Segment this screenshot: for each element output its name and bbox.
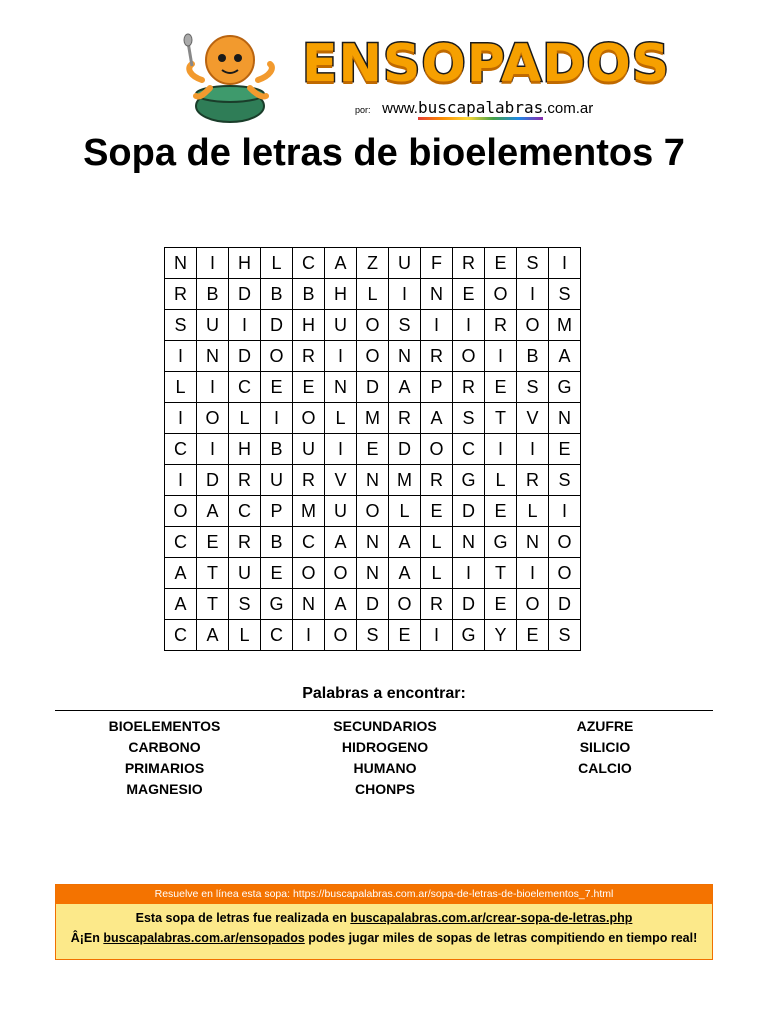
grid-cell: H bbox=[229, 248, 261, 279]
word-item: AZUFRE bbox=[576, 718, 634, 734]
grid-cell: E bbox=[485, 589, 517, 620]
grid-cell: P bbox=[261, 496, 293, 527]
grid-cell: C bbox=[261, 620, 293, 651]
grid-cell: O bbox=[293, 403, 325, 434]
footer-online-link[interactable]: Resuelve en línea esta sopa: https://buscapalabras.com.ar/sopa-de-letras-de-bioelementos_7.html bbox=[56, 885, 712, 904]
grid-cell: N bbox=[517, 527, 549, 558]
grid-cell: E bbox=[485, 496, 517, 527]
grid-cell: T bbox=[197, 589, 229, 620]
octopus-mascot-icon bbox=[180, 28, 280, 124]
grid-cell: E bbox=[453, 279, 485, 310]
grid-cell: I bbox=[517, 558, 549, 589]
grid-cell: O bbox=[517, 310, 549, 341]
grid-cell: O bbox=[389, 589, 421, 620]
grid-cell: T bbox=[485, 558, 517, 589]
grid-cell: C bbox=[165, 527, 197, 558]
grid-cell: E bbox=[485, 372, 517, 403]
grid-cell: I bbox=[229, 310, 261, 341]
grid-cell: C bbox=[165, 434, 197, 465]
grid-cell: L bbox=[389, 496, 421, 527]
grid-cell: A bbox=[197, 496, 229, 527]
grid-cell: L bbox=[165, 372, 197, 403]
grid-cell: O bbox=[165, 496, 197, 527]
grid-cell: I bbox=[549, 496, 581, 527]
grid-cell: A bbox=[389, 558, 421, 589]
grid-cell: R bbox=[485, 310, 517, 341]
grid-cell: L bbox=[357, 279, 389, 310]
grid-cell: L bbox=[325, 403, 357, 434]
grid-cell: I bbox=[325, 434, 357, 465]
grid-row bbox=[165, 527, 581, 558]
grid-cell: R bbox=[453, 372, 485, 403]
grid-row bbox=[165, 496, 581, 527]
grid-cell: R bbox=[517, 465, 549, 496]
grid-cell: R bbox=[421, 465, 453, 496]
grid-cell: I bbox=[261, 403, 293, 434]
grid-row bbox=[165, 403, 581, 434]
grid-cell: N bbox=[421, 279, 453, 310]
word-item: MAGNESIO bbox=[126, 781, 203, 797]
grid-cell: D bbox=[229, 279, 261, 310]
grid-cell: E bbox=[293, 372, 325, 403]
grid-cell: O bbox=[517, 589, 549, 620]
grid-cell: A bbox=[389, 527, 421, 558]
grid-cell: L bbox=[261, 248, 293, 279]
grid-cell: I bbox=[197, 248, 229, 279]
word-column bbox=[275, 716, 495, 800]
grid-cell: I bbox=[453, 310, 485, 341]
grid-cell: N bbox=[197, 341, 229, 372]
grid-row bbox=[165, 310, 581, 341]
grid-cell: S bbox=[549, 279, 581, 310]
grid-cell: I bbox=[421, 620, 453, 651]
grid-cell: I bbox=[165, 465, 197, 496]
grid-cell: A bbox=[325, 527, 357, 558]
grid-cell: D bbox=[357, 589, 389, 620]
grid-cell: U bbox=[293, 434, 325, 465]
grid-cell: O bbox=[197, 403, 229, 434]
grid-cell: S bbox=[549, 620, 581, 651]
grid-cell: G bbox=[453, 620, 485, 651]
grid-cell: L bbox=[485, 465, 517, 496]
footer-line-1 bbox=[56, 908, 712, 928]
grid-cell: L bbox=[229, 403, 261, 434]
grid-cell: C bbox=[293, 527, 325, 558]
grid-cell: M bbox=[389, 465, 421, 496]
grid-cell: I bbox=[517, 434, 549, 465]
grid-cell: I bbox=[453, 558, 485, 589]
grid-cell: L bbox=[229, 620, 261, 651]
grid-cell: I bbox=[165, 341, 197, 372]
grid-cell: U bbox=[389, 248, 421, 279]
grid-row bbox=[165, 465, 581, 496]
grid-row bbox=[165, 248, 581, 279]
footer-create-link[interactable]: buscapalabras.com.ar/crear-sopa-de-letras.php bbox=[350, 911, 633, 925]
grid-cell: D bbox=[389, 434, 421, 465]
grid-cell: D bbox=[549, 589, 581, 620]
word-item: PRIMARIOS bbox=[124, 760, 205, 776]
grid-cell: B bbox=[517, 341, 549, 372]
word-item: CARBONO bbox=[128, 739, 201, 755]
grid-cell: Z bbox=[357, 248, 389, 279]
grid-cell: F bbox=[421, 248, 453, 279]
grid-cell: D bbox=[357, 372, 389, 403]
grid-cell: N bbox=[357, 558, 389, 589]
grid-cell: U bbox=[325, 310, 357, 341]
grid-cell: E bbox=[549, 434, 581, 465]
byline-suffix: .com.ar bbox=[543, 100, 594, 117]
grid-cell: A bbox=[197, 620, 229, 651]
grid-cell: R bbox=[165, 279, 197, 310]
grid-row bbox=[165, 589, 581, 620]
grid-cell: C bbox=[229, 372, 261, 403]
grid-cell: M bbox=[293, 496, 325, 527]
grid-cell: G bbox=[549, 372, 581, 403]
grid-cell: O bbox=[325, 620, 357, 651]
grid-cell: E bbox=[421, 496, 453, 527]
words-heading: Palabras a encontrar: bbox=[302, 685, 466, 702]
grid-cell: U bbox=[261, 465, 293, 496]
grid-cell: I bbox=[549, 248, 581, 279]
grid-cell: I bbox=[197, 372, 229, 403]
grid-cell: S bbox=[517, 372, 549, 403]
grid-cell: H bbox=[293, 310, 325, 341]
grid-cell: D bbox=[453, 589, 485, 620]
grid-cell: G bbox=[485, 527, 517, 558]
grid-cell: I bbox=[165, 403, 197, 434]
byline-site[interactable] bbox=[382, 100, 593, 117]
grid-cell: B bbox=[293, 279, 325, 310]
grid-cell: D bbox=[197, 465, 229, 496]
grid-cell: R bbox=[293, 465, 325, 496]
word-item: CALCIO bbox=[578, 760, 632, 776]
grid-cell: L bbox=[421, 527, 453, 558]
grid-cell: E bbox=[261, 558, 293, 589]
grid-cell: I bbox=[389, 279, 421, 310]
grid-cell: O bbox=[357, 496, 389, 527]
grid-cell: R bbox=[421, 589, 453, 620]
grid-cell: O bbox=[357, 310, 389, 341]
footer-line-2-post: podes jugar miles de sopas de letras compitiendo en tiempo real! bbox=[304, 931, 698, 945]
grid-row bbox=[165, 620, 581, 651]
grid-row bbox=[165, 434, 581, 465]
grid-cell: E bbox=[485, 248, 517, 279]
grid-cell: V bbox=[517, 403, 549, 434]
grid-cell: B bbox=[261, 279, 293, 310]
grid-row bbox=[165, 558, 581, 589]
grid-cell: A bbox=[389, 372, 421, 403]
byline-mid: buscapalabras bbox=[417, 98, 544, 117]
byline-por: por: bbox=[355, 105, 371, 115]
grid-cell: I bbox=[485, 434, 517, 465]
grid-cell: D bbox=[261, 310, 293, 341]
byline bbox=[355, 98, 593, 117]
grid-cell: C bbox=[453, 434, 485, 465]
grid-cell: G bbox=[453, 465, 485, 496]
grid-cell: S bbox=[517, 248, 549, 279]
footer-line-2 bbox=[56, 928, 712, 948]
grid-row bbox=[165, 372, 581, 403]
grid-cell: M bbox=[357, 403, 389, 434]
grid-cell: P bbox=[421, 372, 453, 403]
grid-cell: S bbox=[453, 403, 485, 434]
grid-cell: T bbox=[485, 403, 517, 434]
byline-prefix: www. bbox=[382, 100, 418, 117]
grid-cell: A bbox=[421, 403, 453, 434]
grid-cell: N bbox=[357, 527, 389, 558]
grid-cell: A bbox=[165, 558, 197, 589]
page-title-text: Sopa de letras de bioelementos 7 bbox=[83, 132, 685, 174]
grid-cell: I bbox=[293, 620, 325, 651]
word-column bbox=[495, 716, 715, 800]
grid-cell: N bbox=[325, 372, 357, 403]
grid-cell: A bbox=[325, 248, 357, 279]
grid-cell: A bbox=[325, 589, 357, 620]
grid-cell: O bbox=[325, 558, 357, 589]
grid-cell: R bbox=[421, 341, 453, 372]
grid-cell: I bbox=[325, 341, 357, 372]
grid-cell: O bbox=[421, 434, 453, 465]
grid-cell: O bbox=[261, 341, 293, 372]
grid-cell: N bbox=[357, 465, 389, 496]
word-item: SECUNDARIOS bbox=[333, 718, 437, 734]
grid-cell: O bbox=[549, 558, 581, 589]
footer-ensopados-link[interactable]: buscapalabras.com.ar/ensopados bbox=[103, 931, 305, 945]
word-item: SILICIO bbox=[579, 739, 631, 755]
grid-cell: S bbox=[389, 310, 421, 341]
grid-cell: D bbox=[229, 341, 261, 372]
grid-cell: S bbox=[165, 310, 197, 341]
grid-cell: B bbox=[261, 434, 293, 465]
grid-cell: E bbox=[197, 527, 229, 558]
word-item: HIDROGENO bbox=[341, 739, 429, 755]
grid-row bbox=[165, 279, 581, 310]
grid-cell: U bbox=[229, 558, 261, 589]
footer-line-2-pre: Â¡En bbox=[70, 931, 104, 945]
grid-cell: R bbox=[229, 527, 261, 558]
grid-cell: Y bbox=[485, 620, 517, 651]
brand-logo-text: ENSOPADOS bbox=[302, 34, 671, 94]
header-logo bbox=[180, 28, 671, 128]
footer-line-1-text: Esta sopa de letras fue realizada en bbox=[135, 911, 351, 925]
grid-cell: R bbox=[389, 403, 421, 434]
grid-cell: B bbox=[261, 527, 293, 558]
grid-cell: U bbox=[325, 496, 357, 527]
grid-cell: E bbox=[389, 620, 421, 651]
grid-cell: V bbox=[325, 465, 357, 496]
grid-cell: O bbox=[453, 341, 485, 372]
grid-cell: S bbox=[549, 465, 581, 496]
grid-cell: G bbox=[261, 589, 293, 620]
grid-cell: N bbox=[293, 589, 325, 620]
grid-cell: C bbox=[165, 620, 197, 651]
grid-cell: E bbox=[357, 434, 389, 465]
grid-cell: E bbox=[517, 620, 549, 651]
grid-cell: N bbox=[453, 527, 485, 558]
grid-cell: M bbox=[549, 310, 581, 341]
grid-cell: O bbox=[357, 341, 389, 372]
grid-cell: R bbox=[293, 341, 325, 372]
grid-cell: C bbox=[229, 496, 261, 527]
grid-cell: N bbox=[165, 248, 197, 279]
letter-grid bbox=[164, 247, 581, 651]
word-item: HUMANO bbox=[353, 760, 417, 776]
grid-cell: R bbox=[229, 465, 261, 496]
word-item: CHONPS bbox=[355, 781, 415, 797]
word-item: BIOELEMENTOS bbox=[108, 718, 221, 734]
grid-cell: I bbox=[197, 434, 229, 465]
grid-cell: I bbox=[517, 279, 549, 310]
grid-cell: A bbox=[165, 589, 197, 620]
grid-cell: N bbox=[389, 341, 421, 372]
word-column bbox=[54, 716, 275, 800]
grid-cell: O bbox=[549, 527, 581, 558]
grid-cell: N bbox=[549, 403, 581, 434]
grid-cell: I bbox=[421, 310, 453, 341]
grid-cell: L bbox=[517, 496, 549, 527]
grid-cell: C bbox=[293, 248, 325, 279]
grid-cell: U bbox=[197, 310, 229, 341]
grid-cell: S bbox=[229, 589, 261, 620]
grid-cell: H bbox=[325, 279, 357, 310]
grid-row bbox=[165, 341, 581, 372]
word-list bbox=[55, 716, 713, 800]
grid-cell: A bbox=[549, 341, 581, 372]
grid-cell: S bbox=[357, 620, 389, 651]
grid-cell: B bbox=[197, 279, 229, 310]
grid-cell: O bbox=[293, 558, 325, 589]
grid-cell: T bbox=[197, 558, 229, 589]
grid-cell: L bbox=[421, 558, 453, 589]
footer-box bbox=[55, 884, 713, 960]
grid-cell: D bbox=[453, 496, 485, 527]
grid-cell: R bbox=[453, 248, 485, 279]
grid-cell: H bbox=[229, 434, 261, 465]
grid-cell: O bbox=[485, 279, 517, 310]
grid-cell: I bbox=[485, 341, 517, 372]
divider-line bbox=[55, 710, 713, 711]
page-title bbox=[0, 132, 768, 174]
grid-cell: E bbox=[261, 372, 293, 403]
